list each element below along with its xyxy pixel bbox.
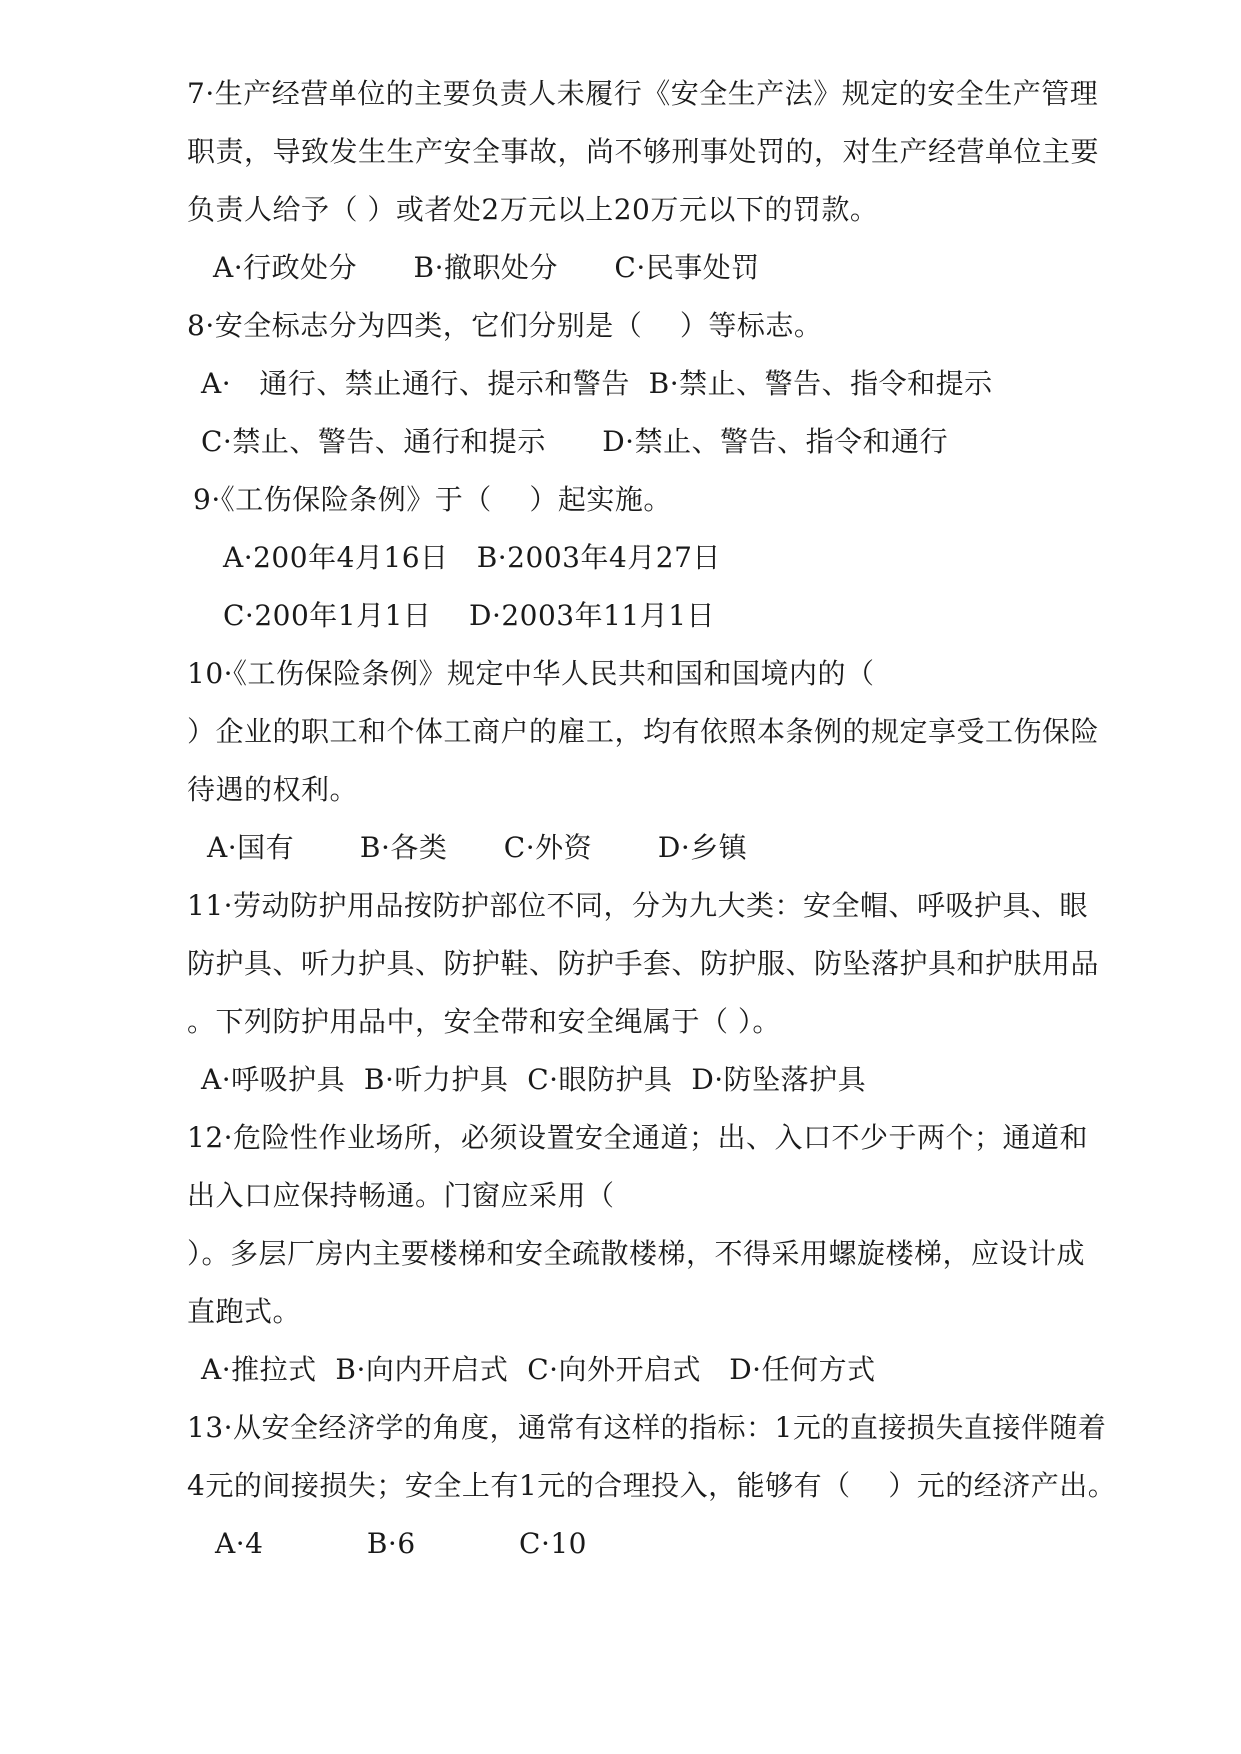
q12-stem-line-1: 12·危险性作业场所，必须设置安全通道；出、入口不少于两个；通道和 bbox=[187, 1121, 1089, 1154]
q13-options: A·4 B·6 C·10 bbox=[215, 1527, 587, 1560]
q10-options: A·国有 B·各类 C·外资 D·乡镇 bbox=[207, 831, 748, 864]
q11-stem-line-3: 。下列防护用品中，安全带和安全绳属于（ ）。 bbox=[187, 1005, 781, 1038]
q12-stem-line-4: 直跑式。 bbox=[187, 1295, 302, 1328]
q11-options: A·呼吸护具 B·听力护具 C·眼防护具 D·防坠落护具 bbox=[201, 1063, 867, 1096]
q7-stem-line-1: 7·生产经营单位的主要负责人未履行《安全生产法》规定的安全生产管理 bbox=[187, 77, 1099, 110]
q7-stem-line-2: 职责，导致发生生产安全事故，尚不够刑事处罚的，对生产经营单位主要 bbox=[187, 135, 1100, 168]
q10-stem-line-3: 待遇的权利。 bbox=[187, 773, 359, 806]
q10-stem-line-1: 10·《工伤保险条例》规定中华人民共和国和国境内的（ bbox=[187, 657, 875, 690]
q10-stem-line-2: ）企业的职工和个体工商户的雇工，均有依照本条例的规定享受工伤保险 bbox=[187, 715, 1100, 748]
q8-stem: 8·安全标志分为四类，它们分别是（ ）等标志。 bbox=[187, 309, 823, 342]
q8-options-cd: C·禁止、警告、通行和提示 D·禁止、警告、指令和通行 bbox=[201, 425, 949, 458]
q9-options-ab: A·200年4月16日 B·2003年4月27日 bbox=[223, 541, 721, 574]
q11-stem-line-2: 防护具、听力护具、防护鞋、防护手套、防护服、防坠落护具和护肤用品 bbox=[187, 947, 1100, 980]
q12-options: A·推拉式 B·向内开启式 C·向外开启式 D·任何方式 bbox=[201, 1353, 876, 1386]
q9-stem: 9·《工伤保险条例》于（ ）起实施。 bbox=[193, 483, 672, 516]
q11-stem-line-1: 11·劳动防护用品按防护部位不同，分为九大类：安全帽、呼吸护具、眼 bbox=[187, 889, 1089, 922]
q12-stem-line-3: ）。多层厂房内主要楼梯和安全疏散楼梯，不得采用螺旋楼梯，应设计成 bbox=[187, 1237, 1086, 1270]
q13-stem-line-1: 13·从安全经济学的角度，通常有这样的指标：1元的直接损失直接伴随着 bbox=[187, 1411, 1107, 1444]
q7-stem-line-3: 负责人给予（ ）或者处2万元以上20万元以下的罚款。 bbox=[187, 193, 879, 226]
q9-options-cd: C·200年1月1日 D·2003年11月1日 bbox=[223, 599, 716, 632]
q7-options: A·行政处分 B·撤职处分 C·民事处罚 bbox=[213, 251, 760, 284]
q13-stem-line-2: 4元的间接损失；安全上有1元的合理投入，能够有（ ）元的经济产出。 bbox=[187, 1469, 1117, 1502]
q12-stem-line-2: 出入口应保持畅通。门窗应采用（ bbox=[187, 1179, 615, 1212]
q8-options-ab: A· 通行、禁止通行、提示和警告 B·禁止、警告、指令和提示 bbox=[201, 367, 993, 400]
